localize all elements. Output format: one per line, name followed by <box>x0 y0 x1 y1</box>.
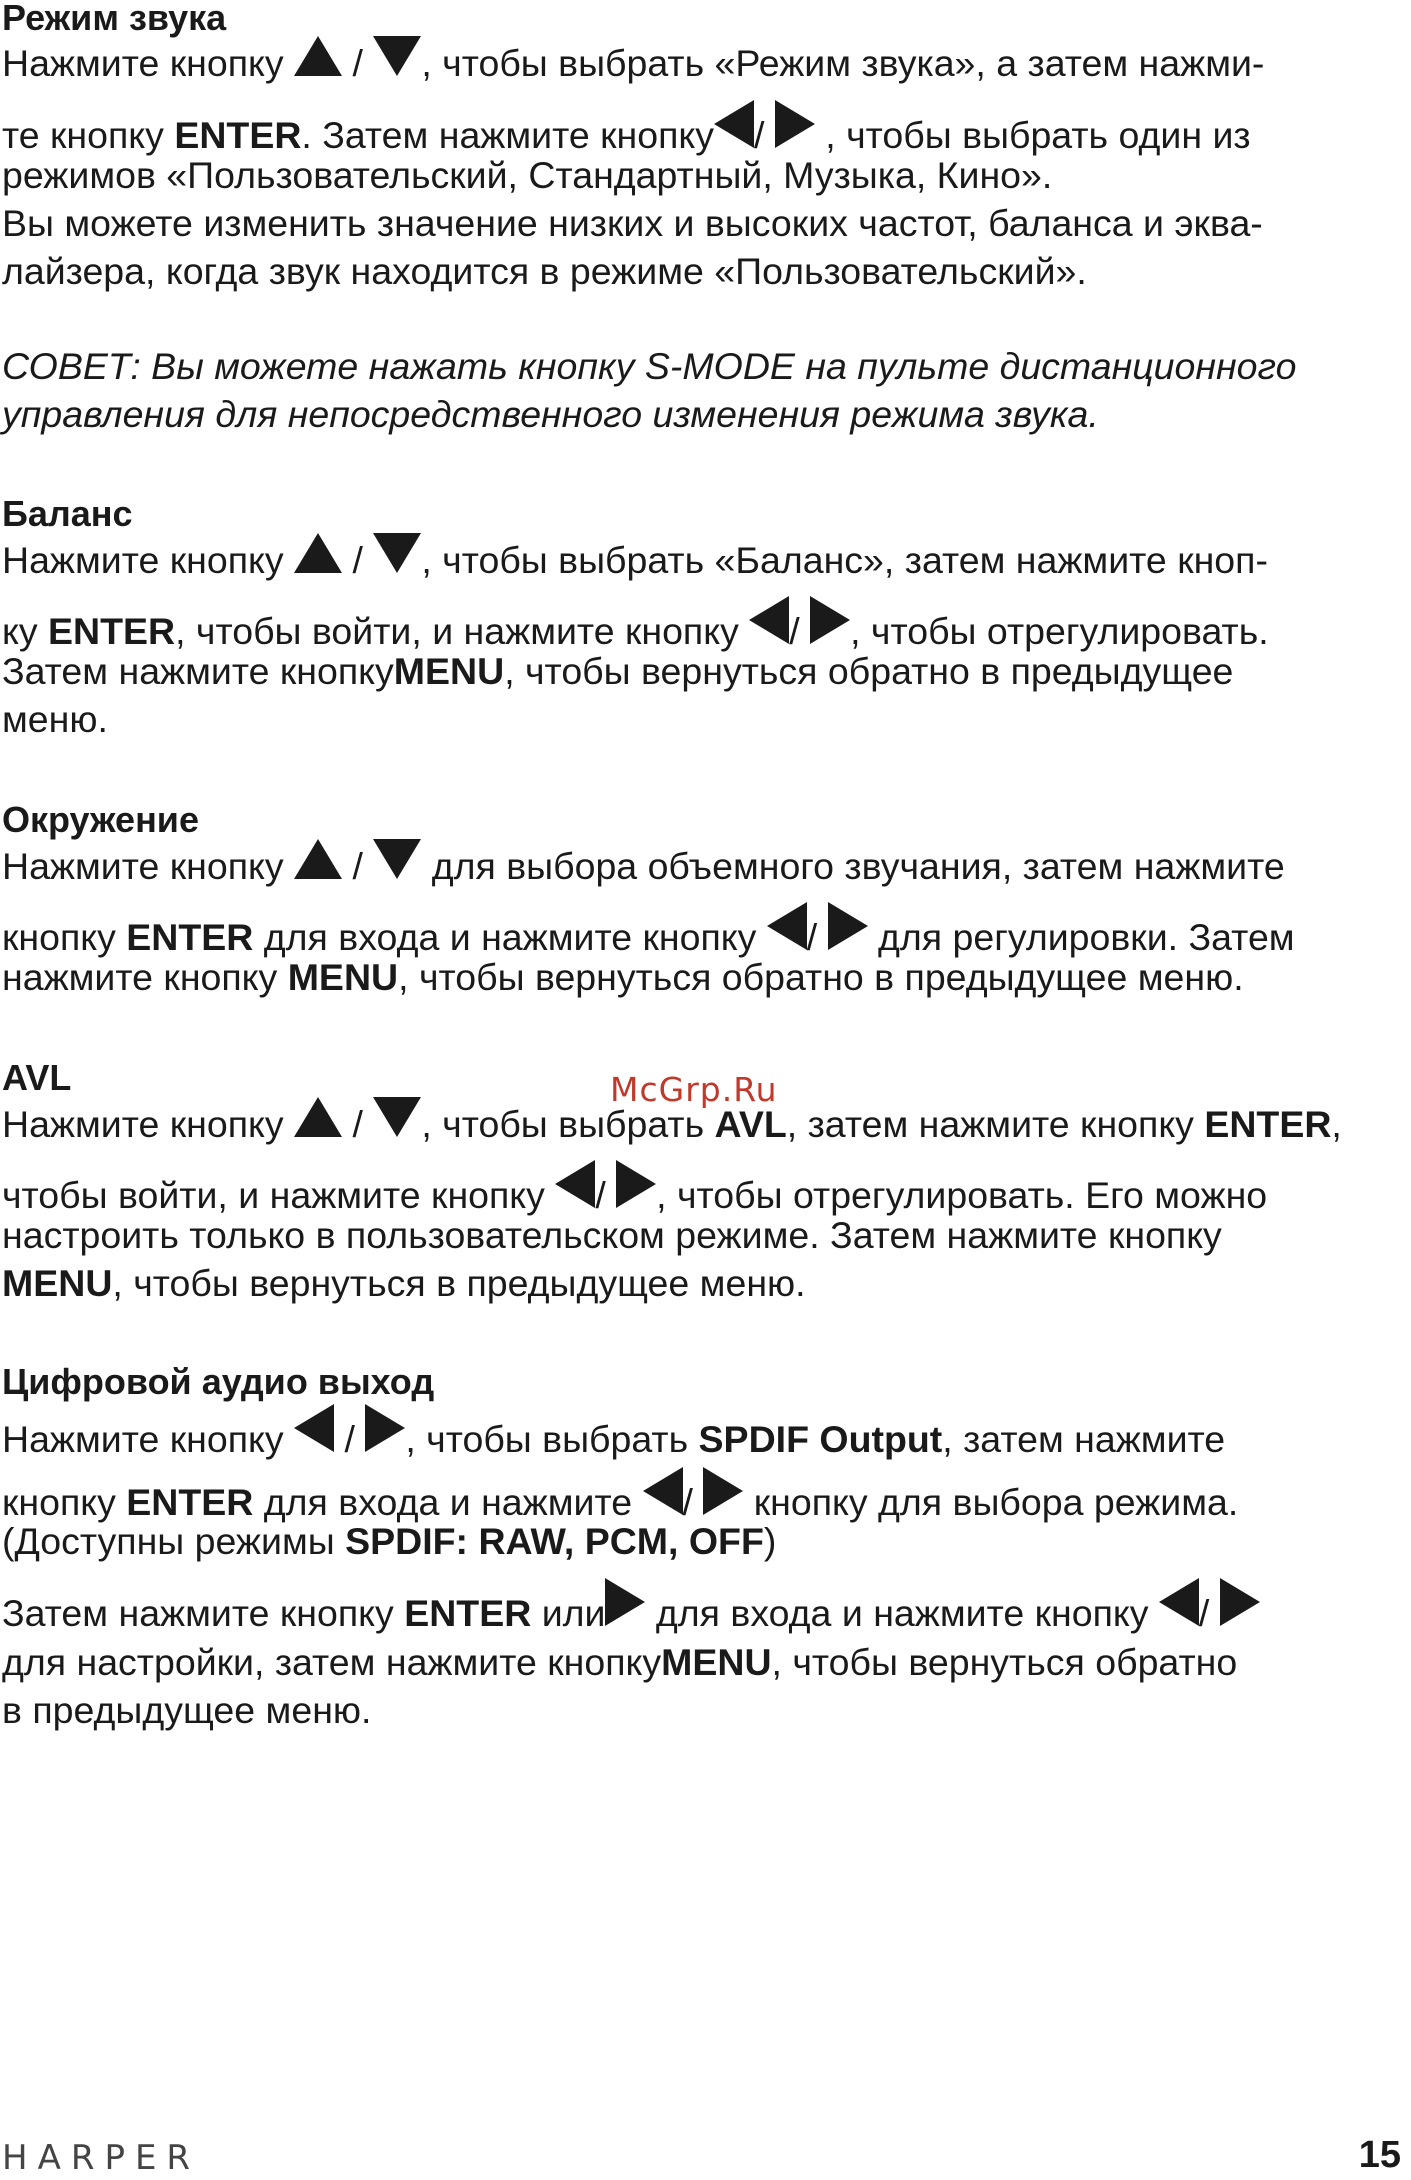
text-line: нажмите кнопку MENU, чтобы вернуться обратно в предыдущее меню. <box>2 956 1244 998</box>
right-arrow-icon <box>616 1160 656 1208</box>
text-line: настроить только в пользовательском режиме. Затем нажмите кнопку <box>2 1214 1222 1256</box>
spdif-modes-label: SPDIF: RAW, PCM, OFF <box>345 1520 764 1562</box>
section-heading: Режим звука <box>2 0 227 38</box>
section-heading: AVL <box>2 1057 72 1098</box>
right-arrow-icon <box>365 1404 405 1452</box>
text-line: режимов «Пользовательский, Стандартный, Музыка, Кино». <box>2 154 1053 196</box>
up-arrow-icon <box>294 36 342 76</box>
text-line: MENU, чтобы вернуться в предыдущее меню. <box>2 1262 806 1304</box>
text-line: Нажмите кнопку / , чтобы выбрать AVL, затем нажмите кнопку ENTER, <box>2 1097 1342 1147</box>
enter-key-label: ENTER <box>404 1592 532 1634</box>
enter-key-label: ENTER <box>1204 1103 1332 1145</box>
down-arrow-icon <box>373 533 421 573</box>
right-arrow-icon <box>828 902 868 950</box>
section-heading: Окружение <box>2 799 199 840</box>
up-arrow-icon <box>294 1097 342 1137</box>
left-arrow-icon <box>767 902 807 950</box>
menu-key-label: MENU <box>2 1262 113 1304</box>
menu-key-label: MENU <box>661 1641 772 1683</box>
down-arrow-icon <box>373 36 421 76</box>
up-arrow-icon <box>294 839 342 879</box>
left-arrow-icon <box>555 1160 595 1208</box>
down-arrow-icon <box>373 839 421 879</box>
watermark: McGrp.Ru <box>610 1070 778 1109</box>
text-line: Нажмите кнопку / , чтобы выбрать SPDIF Output, затем нажмите <box>2 1404 1225 1462</box>
right-arrow-icon <box>810 596 850 644</box>
left-arrow-icon <box>294 1404 334 1452</box>
text-line: Затем нажмите кнопку ENTER или для входа и нажмите кнопку / <box>2 1578 1260 1636</box>
avl-label: AVL <box>714 1103 787 1145</box>
text-line: Затем нажмите кнопкуMENU, чтобы вернуться обратно в предыдущее <box>2 650 1234 692</box>
tip-line: управления для непосредственного изменения режима звука. <box>2 393 1099 435</box>
left-arrow-icon <box>749 596 789 644</box>
brand-name: HARPER <box>2 2138 201 2178</box>
left-arrow-icon <box>643 1467 683 1515</box>
text-line: Вы можете изменить значение низких и высоких частот, баланса и эква- <box>2 202 1263 244</box>
right-arrow-icon <box>703 1467 743 1515</box>
right-arrow-icon <box>775 100 815 148</box>
enter-key-label: ENTER <box>126 1481 254 1523</box>
text-line: те кнопку ENTER. Затем нажмите кнопку / , чтобы выбрать один из <box>2 100 1251 158</box>
menu-key-label: MENU <box>287 956 399 998</box>
section-heading: Цифровой аудио выход <box>2 1361 435 1402</box>
text-line: кнопку ENTER для входа и нажмите кнопку / для регулировки. Затем <box>2 902 1295 960</box>
text-line: кнопку ENTER для входа и нажмите / кнопку для выбора режима. <box>2 1467 1238 1525</box>
text-line: ку ENTER, чтобы войти, и нажмите кнопку / , чтобы отрегулировать. <box>2 596 1269 654</box>
spdif-output-label: SPDIF Output <box>698 1418 943 1460</box>
right-arrow-icon <box>1220 1578 1260 1626</box>
left-arrow-icon <box>1159 1578 1199 1626</box>
text-line: меню. <box>2 698 108 740</box>
enter-key-label: ENTER <box>174 114 302 156</box>
left-arrow-icon <box>714 100 754 148</box>
text-line: для настройки, затем нажмите кнопкуMENU, чтобы вернуться обратно <box>2 1641 1238 1683</box>
text-line: Нажмите кнопку / для выбора объемного звучания, затем нажмите <box>2 839 1285 889</box>
text-line: в предыдущее меню. <box>2 1689 372 1731</box>
text-line: лайзера, когда звук находится в режиме «Пользовательский». <box>2 250 1087 292</box>
text-line: (Доступны режимы SPDIF: RAW, PCM, OFF) <box>2 1520 777 1562</box>
up-arrow-icon <box>294 533 342 573</box>
text-line: чтобы войти, и нажмите кнопку / , чтобы отрегулировать. Его можно <box>2 1160 1267 1218</box>
right-arrow-icon <box>605 1578 645 1626</box>
down-arrow-icon <box>373 1097 421 1137</box>
page-number: 15 <box>1358 2134 1401 2176</box>
enter-key-label: ENTER <box>48 610 176 652</box>
menu-key-label: MENU <box>393 650 505 692</box>
text-line: Нажмите кнопку / , чтобы выбрать «Режим звука», а затем нажми- <box>2 36 1264 86</box>
text-line: Нажмите кнопку / , чтобы выбрать «Баланс», затем нажмите кноп- <box>2 533 1268 583</box>
section-heading: Баланс <box>2 493 133 534</box>
enter-key-label: ENTER <box>126 916 254 958</box>
tip-line: СОВЕТ: Вы можете нажать кнопку S-MODE на пульте дистанционного <box>2 345 1297 387</box>
brand-logo <box>2 2138 200 2178</box>
